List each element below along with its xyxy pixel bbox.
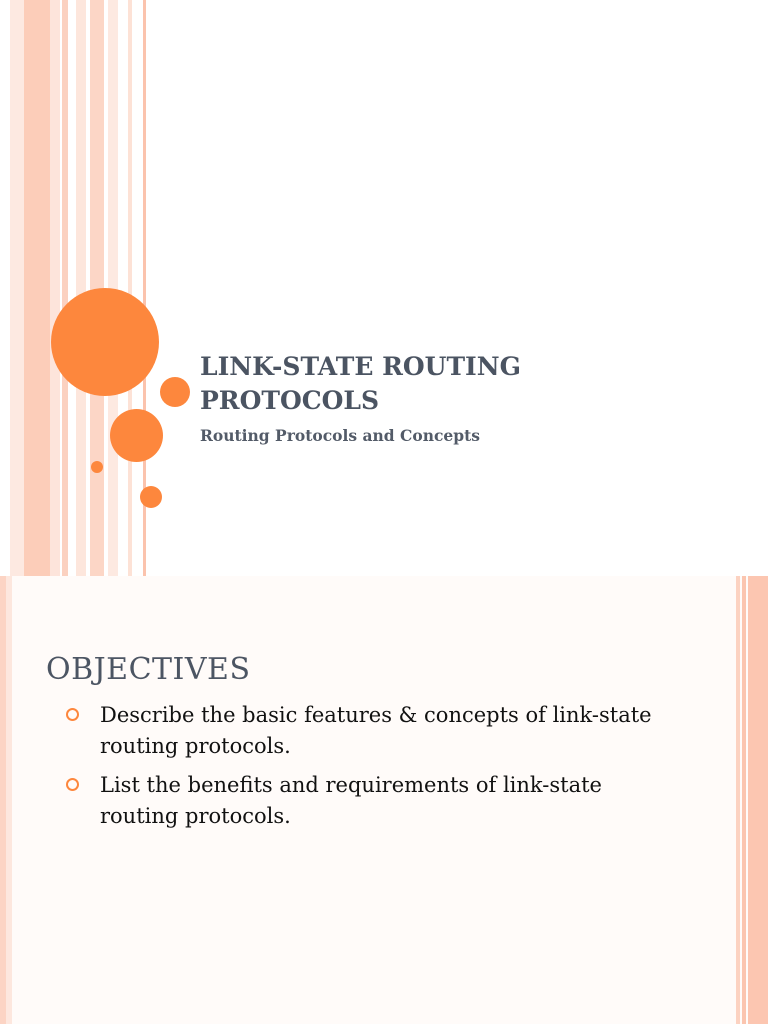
decor-circle-small xyxy=(140,486,162,508)
decor-stripe xyxy=(10,0,24,576)
bullet-list xyxy=(64,700,704,840)
ring-bullet-icon xyxy=(66,708,79,721)
decor-circle-medium xyxy=(110,409,163,462)
slide-title xyxy=(200,350,720,418)
decor-stripe xyxy=(748,576,768,1024)
bullet-text: Describe the basic features & concepts of link-state xyxy=(100,703,652,727)
objectives-slide xyxy=(0,576,768,1024)
decor-stripe xyxy=(6,576,12,1024)
slide-heading: OBJECTIVES xyxy=(46,652,251,687)
bullet-text: routing protocols. xyxy=(100,734,291,758)
decor-stripe xyxy=(736,576,740,1024)
bullet-text: List the benefits and requirements of link-state xyxy=(100,773,602,797)
decor-stripe xyxy=(128,0,132,576)
slide-title-line: LINK-STATE ROUTING xyxy=(200,352,521,381)
decor-circle-tiny xyxy=(91,461,103,473)
list-item xyxy=(64,770,704,832)
decor-circle-small xyxy=(160,377,190,407)
ring-bullet-icon xyxy=(66,778,79,791)
decor-stripe xyxy=(24,0,50,576)
list-item xyxy=(64,700,704,762)
decor-stripe xyxy=(742,576,746,1024)
decor-stripe xyxy=(76,0,86,576)
decor-stripe xyxy=(62,0,68,576)
bullet-text: routing protocols. xyxy=(100,804,291,828)
decor-circle-large xyxy=(51,288,159,396)
slide-subtitle: Routing Protocols and Concepts xyxy=(200,426,480,445)
slide-title-line: PROTOCOLS xyxy=(200,386,380,415)
decor-stripe xyxy=(50,0,60,576)
